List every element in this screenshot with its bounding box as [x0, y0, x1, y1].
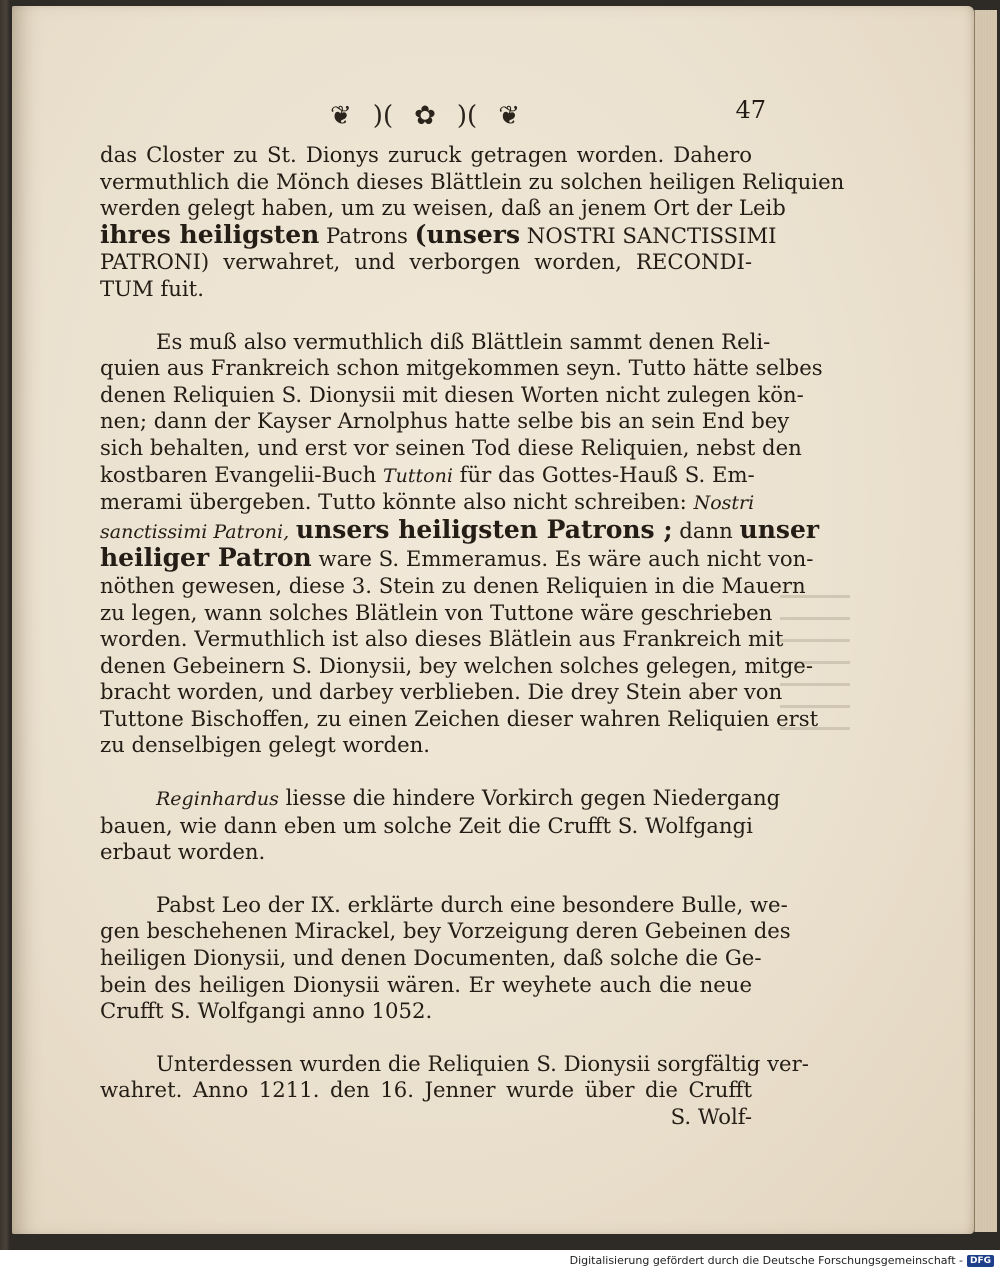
bold-text-run: ihres heiligsten: [100, 219, 320, 249]
text-run: erbaut worden.: [100, 839, 266, 865]
text-run: NOSTRI SANCTISSIMI: [520, 222, 777, 248]
paragraph: [100, 785, 781, 866]
text-run: bracht worden, und darbey verblieben. Die drey Stein aber von: [100, 679, 783, 705]
text-run: wahret. Anno 1211. den 16. Jenner wurde über die Crufft: [100, 1077, 752, 1103]
text-run: merami übergeben. Tutto könnte also nicht schreiben:: [100, 489, 694, 515]
text-run: denen Reliquien S. Dionysii mit diesen Worten nicht zulegen kön-: [100, 381, 804, 407]
text-line: [100, 142, 752, 169]
text-line: [100, 249, 752, 276]
text-line: [100, 195, 786, 222]
text-line: [100, 434, 802, 462]
italic-text-run: Tuttoni: [383, 464, 453, 487]
text-run: sich behalten, und erst vor seinen Tod diese Reliquien, nebst den: [100, 434, 802, 460]
text-line: [100, 813, 752, 840]
text-run: TUM fuit.: [100, 275, 204, 301]
paragraph: [100, 328, 823, 760]
text-line: [100, 381, 804, 409]
text-run: denen Gebeinern S. Dionysii, bey welchen solches gelegen, mitge-: [100, 652, 813, 678]
text-line: [100, 839, 752, 866]
italic-text-run: Nostri: [693, 492, 755, 515]
bold-text-run: unser: [739, 514, 820, 544]
text-run: nöthen gewesen, diese 3. Stein zu denen Reliquien in die Mauern: [100, 572, 806, 598]
text-line: [100, 891, 788, 919]
paragraph: [100, 142, 845, 303]
text-run: vermuthlich die Mönch dieses Blättlein zu solchen heiligen Reliquien: [100, 168, 845, 194]
text-run: Patrons: [319, 222, 415, 248]
text-line: [100, 626, 784, 653]
italic-text-run: sanctissimi Patroni,: [100, 520, 290, 543]
text-run: gen beschehenen Mirackel, bey Vorzeigung deren Gebeinen des: [100, 918, 791, 944]
text-run: bauen, wie dann eben um solche Zeit die Crufft S. Wolfgangi: [100, 812, 753, 838]
text-line: [100, 918, 791, 945]
italic-text-run: Reginhardus: [156, 788, 279, 811]
text-run: heiligen Dionysii, und denen Documenten, daß solche die Ge-: [100, 945, 762, 971]
funding-note: Digitalisierung gefördert durch die Deutsche Forschungsgemeinschaft -: [569, 1254, 963, 1267]
text-line: [100, 219, 777, 250]
text-line: [100, 276, 752, 303]
body-text: [100, 142, 845, 1157]
text-run: quien aus Frankreich schon mitgekommen seyn. Tutto hätte selbes: [100, 355, 823, 381]
text-line: [100, 328, 771, 356]
text-line: [100, 945, 762, 972]
text-line: [100, 1104, 752, 1131]
text-run: nen; dann der Kayser Arnolphus hatte selbe bis an sein End bey: [100, 408, 790, 434]
text-run: PATRONI) verwahret, und verborgen worden, RECONDI-: [100, 249, 752, 275]
text-line: [100, 543, 814, 573]
text-line: [100, 461, 755, 490]
text-run: worden. Vermuthlich ist also dieses Blätlein aus Frankreich mit: [100, 626, 784, 652]
text-line: [100, 408, 790, 435]
text-run: dann: [672, 517, 740, 543]
text-line: [100, 652, 813, 680]
text-run: Tuttone Bischoffen, zu einen Zeichen dieser wahren Reliquien erst: [100, 705, 819, 731]
text-run: werden gelegt haben, um zu weisen, daß an jenem Ort der Leib: [100, 195, 786, 221]
text-line: [100, 679, 783, 706]
text-line: [100, 785, 781, 813]
ornament-bracket-icon: )(: [456, 101, 478, 131]
text-run: bein des heiligen Dionysii wären. Er weyhete auch die neue: [100, 971, 752, 997]
text-line: [100, 514, 820, 546]
text-run: das Closter zu St. Dionys zuruck getragen worden. Dahero: [100, 142, 752, 167]
text-run: Es muß also vermuthlich diß Blättlein sammt denen Reli-: [156, 328, 771, 354]
page-number: 47: [735, 96, 766, 124]
text-line: [100, 1050, 809, 1078]
text-line: [100, 489, 755, 517]
text-line: [100, 355, 823, 382]
dfg-logo: DFG: [967, 1255, 994, 1267]
text-run: Crufft S. Wolfgangi anno 1052.: [100, 998, 433, 1024]
bold-text-run: heiliger Patron: [100, 543, 312, 573]
page-edges: [974, 10, 997, 1232]
text-run: zu denselbigen gelegt worden.: [100, 732, 431, 758]
bold-text-run: unsers heiligsten Patrons ;: [295, 514, 673, 544]
text-run: [289, 518, 296, 543]
paragraph: [100, 1050, 809, 1131]
digitization-footer: [0, 1250, 1000, 1271]
text-line: [100, 168, 845, 196]
text-run: liesse die hindere Vorkirch gegen Niedergang: [278, 785, 781, 811]
text-line: [100, 599, 773, 627]
text-line: [100, 998, 752, 1025]
ornament-crown-icon: ❦: [498, 101, 520, 131]
ornament-crown-icon: ❦: [330, 101, 352, 131]
text-run: ware S. Emmeramus. Es wäre auch nicht von-: [311, 546, 814, 572]
ornament-bracket-icon: )(: [372, 101, 394, 131]
text-line: [100, 732, 752, 759]
bold-text-run: (unsers: [414, 219, 521, 249]
text-line: [100, 705, 819, 733]
text-run: kostbaren Evangelii-Buch: [100, 461, 383, 487]
header-ornament: [330, 96, 520, 136]
text-run: zu legen, wann solches Blätlein von Tuttone wäre geschrieben: [100, 599, 773, 625]
text-line: [100, 572, 806, 600]
text-run: für das Gottes-Hauß S. Em-: [452, 461, 755, 487]
paragraph: [100, 891, 791, 1025]
text-run: S. Wolf-: [670, 1104, 752, 1129]
text-run: Unterdessen wurden die Reliquien S. Dionysii sorgfältig ver-: [156, 1050, 809, 1076]
text-run: Pabst Leo der IX. erklärte durch eine besondere Bulle, we-: [156, 891, 788, 917]
ornament-rosette-icon: ✿: [414, 101, 436, 131]
text-line: [100, 972, 752, 999]
text-line: [100, 1077, 752, 1104]
